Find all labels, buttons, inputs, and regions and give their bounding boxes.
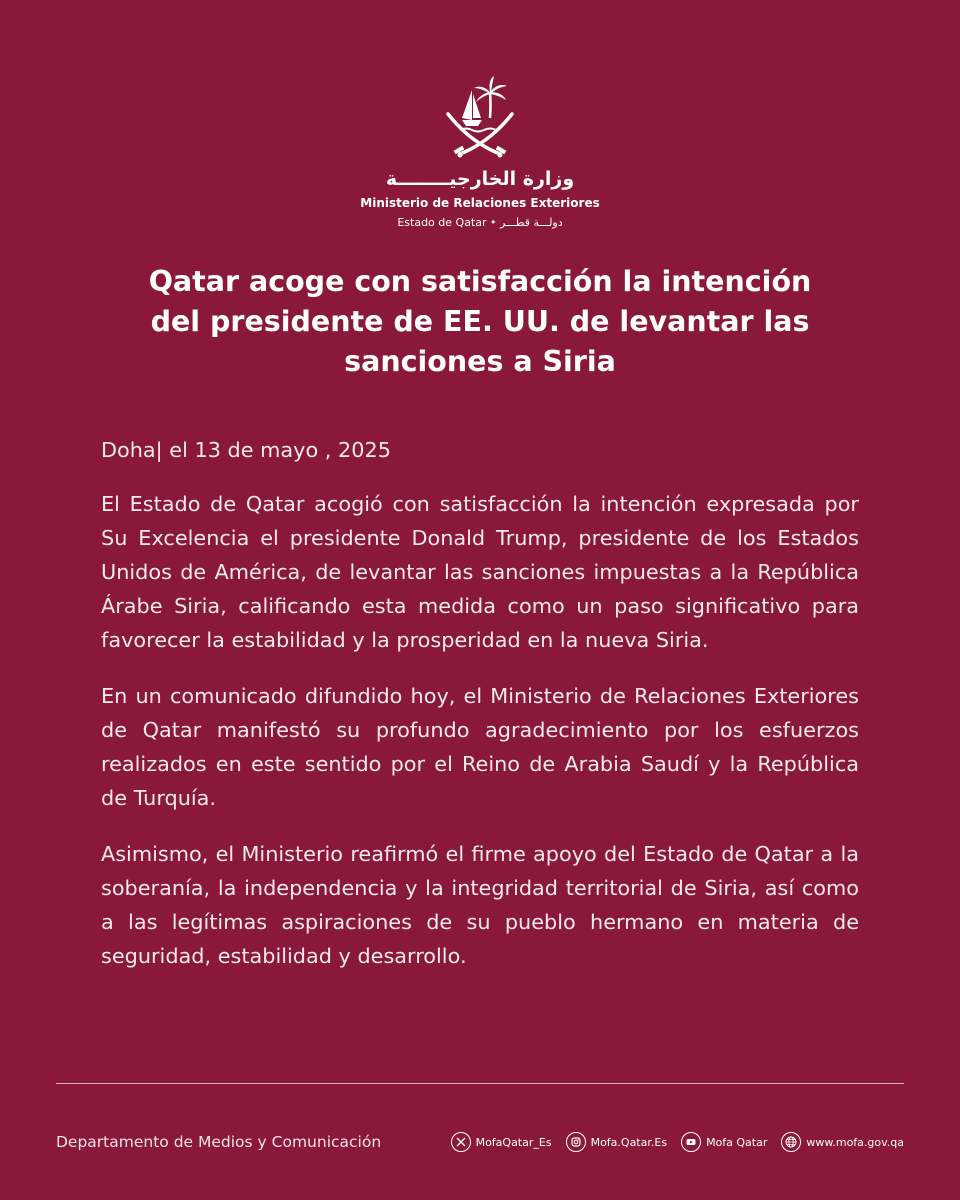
paragraph-3: Asimismo, el Ministerio reafirmó el firme apoyo del Estado de Qatar a la soberanía, la independencia y la integridad territorial de Siria, así como a las legítimas aspiraciones de su pueblo hermano en materia de seguridad, estabilidad y desarrollo.: [101, 842, 859, 968]
qatar-emblem-icon: [440, 70, 520, 160]
paragraph-2: En un comunicado difundido hoy, el Ministerio de Relaciones Exteriores de Qatar manifestó su profundo agradecimiento por los esfuerzos realizados en este sentido por el Reino de Arabia Saudí y la República de Turquía.: [101, 684, 859, 810]
ministry-name: Ministerio de Relaciones Exteriores: [360, 196, 600, 210]
instagram-icon: [566, 1132, 586, 1152]
youtube-icon: [681, 1132, 701, 1152]
social-link-x[interactable]: [451, 1132, 552, 1152]
social-label-youtube: Mofa Qatar: [706, 1135, 768, 1149]
social-links: [437, 1132, 904, 1152]
state-name: Estado de Qatar • دولـــة قطـــر: [397, 216, 563, 229]
social-link-youtube[interactable]: [681, 1132, 767, 1152]
title-line-3: sanciones a Siria: [344, 345, 616, 378]
ministry-emblem-block: [0, 70, 960, 229]
press-release-title: [90, 262, 870, 382]
social-label-x: MofaQatar_Es: [475, 1135, 552, 1149]
footer: [56, 1122, 904, 1162]
social-label-instagram: Mofa.Qatar.Es: [590, 1135, 668, 1149]
department-name: Departamento de Medios y Comunicación: [56, 1133, 382, 1151]
social-link-instagram[interactable]: [566, 1132, 667, 1152]
social-link-website[interactable]: [781, 1132, 904, 1152]
title-line-2: del presidente de EE. UU. de levantar las: [150, 305, 810, 338]
paragraph-1: El Estado de Qatar acogió con satisfacción la intención expresada por Su Excelencia el presidente Donald Trump, presidente de los Estados Unidos de América, de levantar las sanciones impuestas a la República Árabe Siria, calificando esta medida como un paso significativo para favorecer la estabilidad y la prosperidad en la nueva Siria.: [101, 492, 859, 652]
dateline: Doha| el 13 de mayo , 2025: [101, 438, 391, 462]
press-release-body: [101, 433, 859, 995]
globe-icon: [781, 1132, 801, 1152]
footer-divider: [56, 1083, 904, 1084]
title-line-1: Qatar acoge con satisfacción la intención: [148, 265, 812, 298]
social-label-website: www.mofa.gov.qa: [806, 1135, 904, 1149]
x-icon: [451, 1132, 471, 1152]
ministry-arabic-name: وزارة الخارجيــــــــة: [385, 168, 575, 190]
